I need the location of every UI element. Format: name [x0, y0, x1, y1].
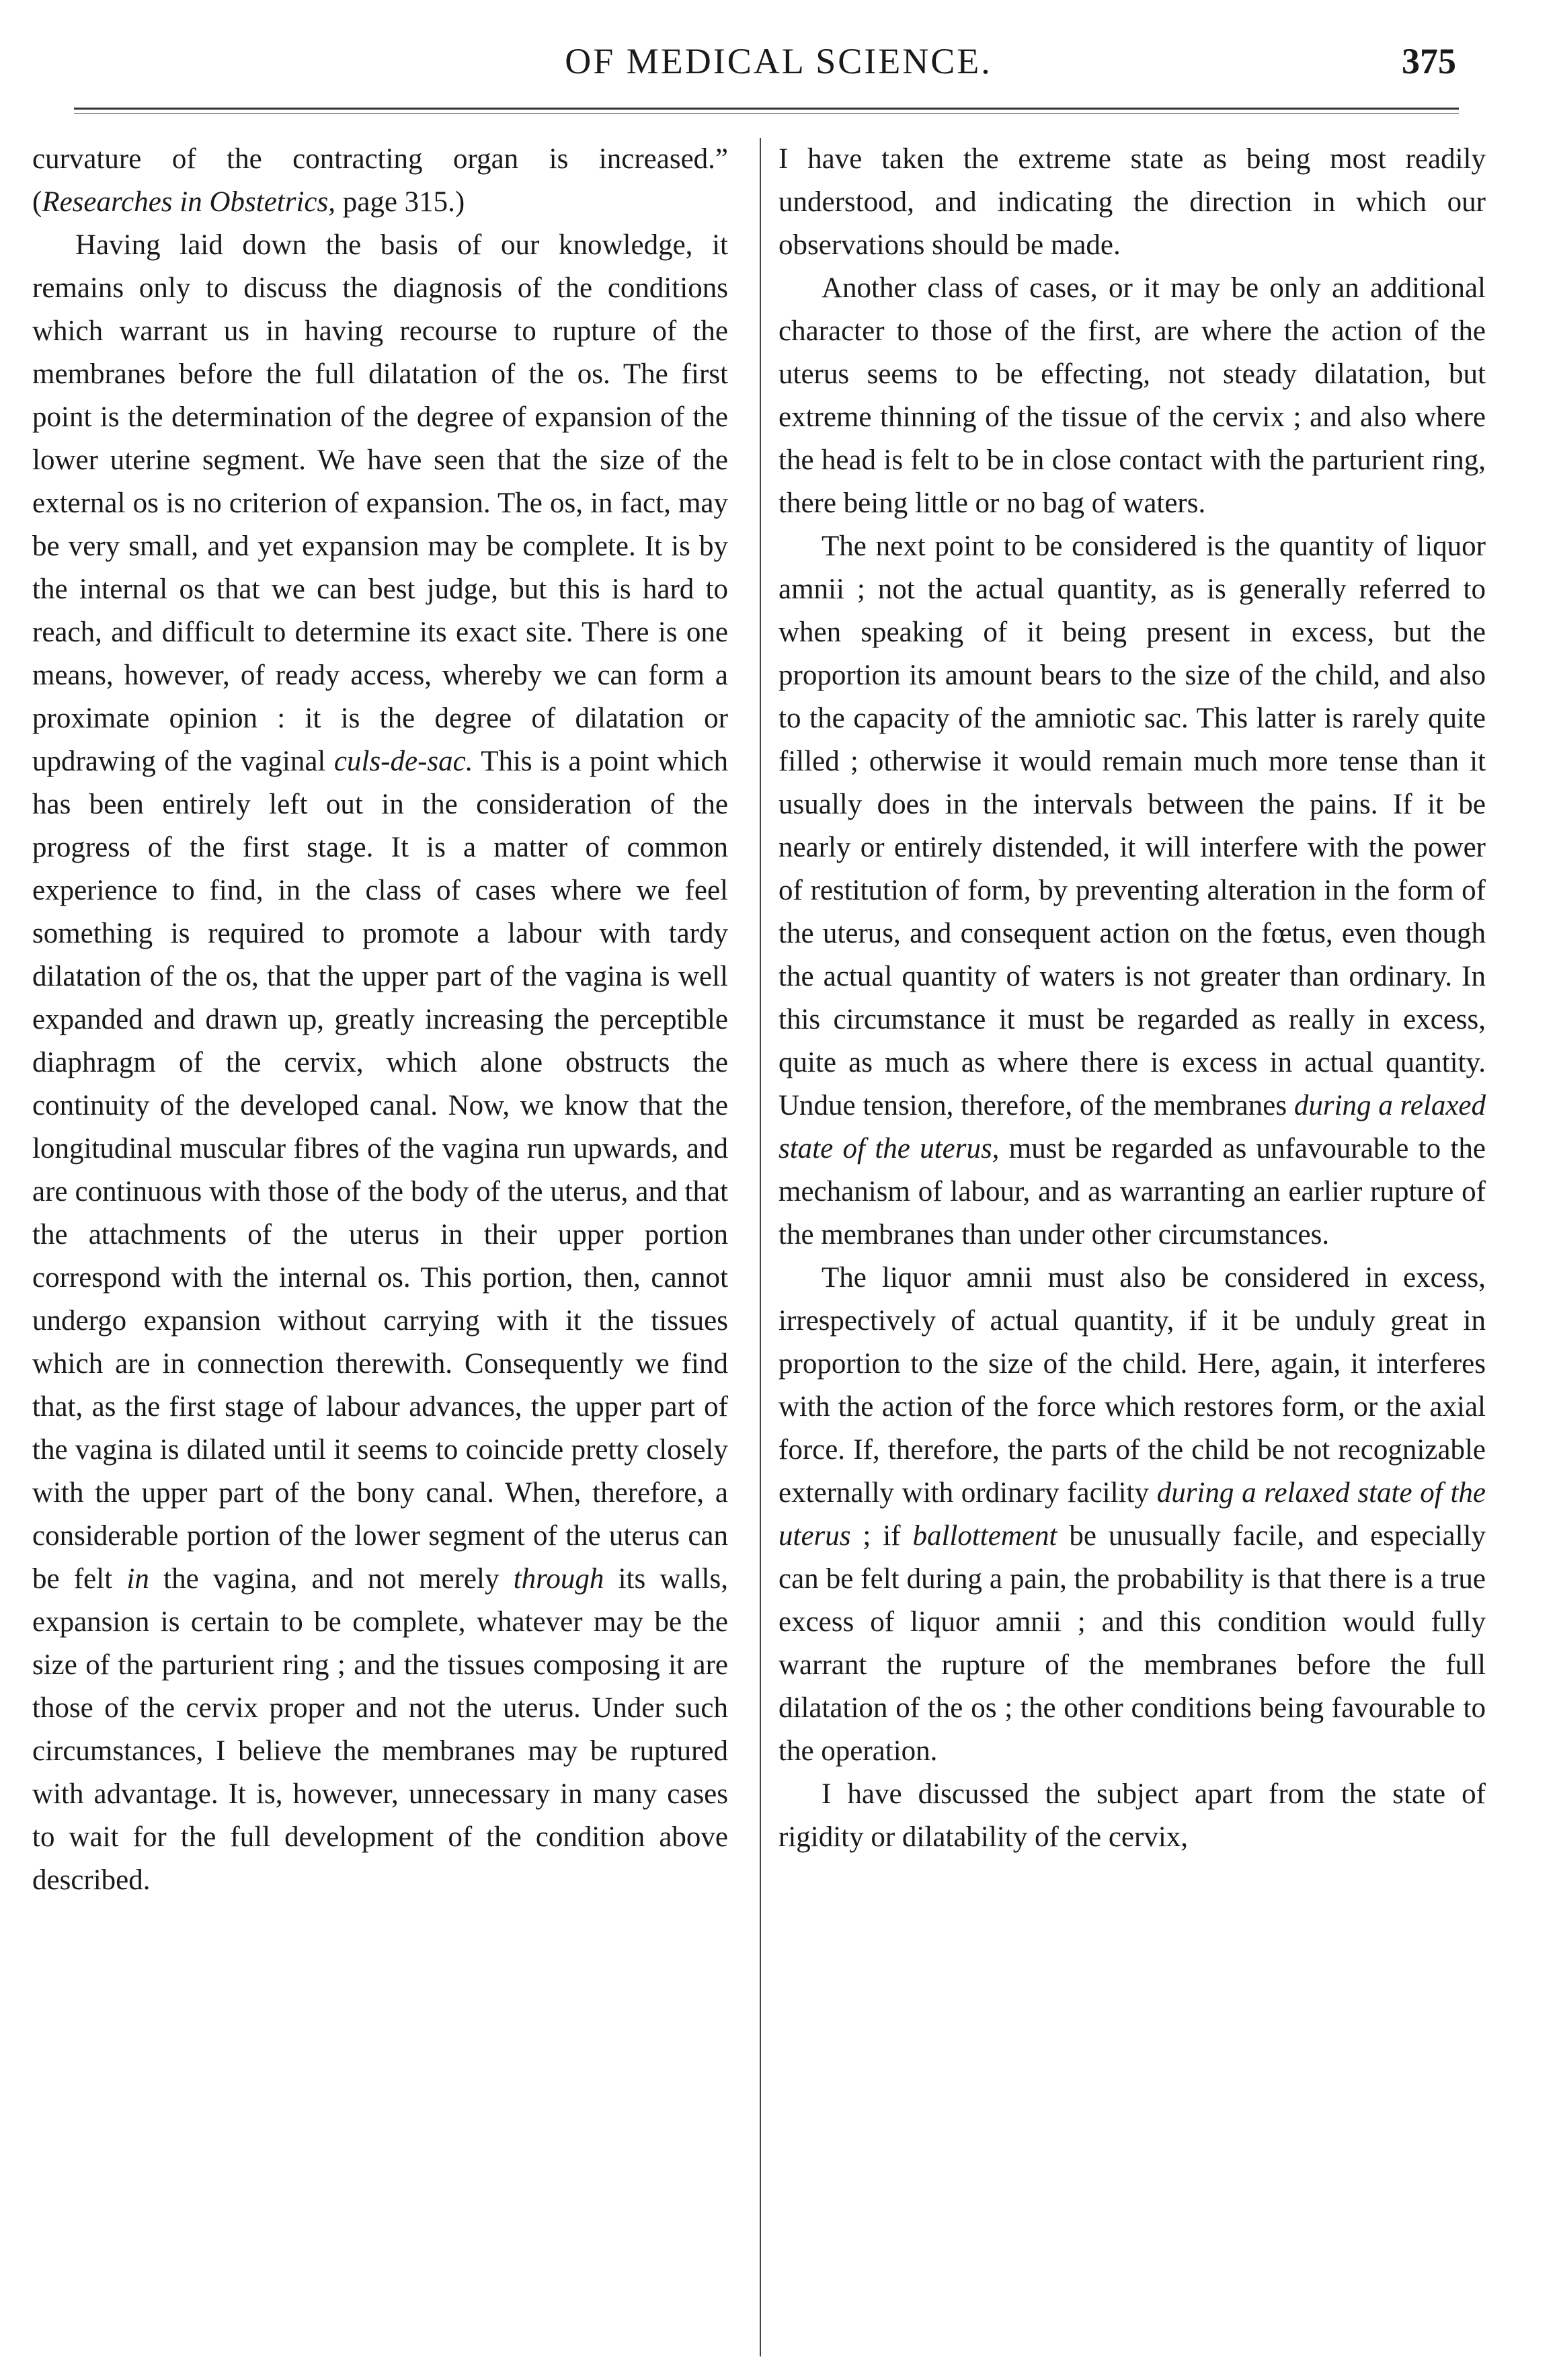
paragraph: curvature of the contracting organ is increased.” (Researches in Obstetrics, page 315.) — [32, 143, 728, 218]
emphasis: ballottement — [912, 1520, 1057, 1552]
paragraph: Having laid down the basis of our knowledge, it remains only to discuss the diagnosis of the conditions which warrant us in having recourse to rupture of the membranes before the full dilatation of the os. The first point is the determination of the degree of expansion of the lower uterine segment. We have seen that the size of the external os is no criterion of expansion. The os, in fact, may be very small, and yet expansion may be complete. It is by the internal os that we can best judge, but this is hard to reach, and difficult to determine its exact site. There is one means, however, of ready access, whereby we can form a proximate opinion : it is the degree of dilatation or updrawing of the vaginal culs-de-sac. This is a point which has been entirely left out in the consideration of the progress of the first stage. It is a matter of common experience to find, in the class of cases where we feel something is required to promote a labour with tardy dilatation of the os, that the upper part of the vagina is well expanded and drawn up, greatly increasing the perceptible diaphragm of the cervix, which alone obstructs the continuity of the developed canal. Now, we know that the longitudinal muscular fibres of the vagina run upwards, and are continuous with those of the body of the uterus, and that the attachments of the uterus in their upper portion correspond with the internal os. This portion, then, cannot undergo expansion without carrying with it the tissues which are in connection therewith. Consequently we find that, as the first stage of labour advances, the upper part of the vagina is dilated until it seems to coincide pretty closely with the upper part of the bony canal. When, therefore, a considerable portion of the lower segment of the uterus can be felt in the vagina, and not merely through its walls, expansion is certain to be complete, whatever may be the size of the parturient ring ; and the tissues composing it are those of the cervix proper and not the uterus. Under such circumstances, I believe the membranes may be ruptured with advantage. It is, however, unnecessary in many cases to wait for the full development of the condition above described. — [32, 229, 728, 1896]
running-title: OF MEDICAL SCIENCE. — [565, 41, 992, 81]
emphasis: in — [126, 1563, 149, 1595]
page-number: 375 — [1402, 41, 1456, 81]
page-header — [0, 40, 1557, 101]
left-column — [32, 138, 728, 1902]
paragraph: I have taken the extreme state as being most readily understood, and indicating the direction in which our observations should be made. — [778, 143, 1486, 261]
header-rule-thin — [74, 113, 1459, 114]
citation: Researches in Obstetrics, — [42, 186, 336, 218]
paragraph: I have discussed the subject apart from the state of rigidity or dilatability of the cervix, — [778, 1778, 1486, 1853]
emphasis: through — [513, 1563, 604, 1595]
column-divider — [760, 138, 761, 2356]
emphasis: culs-de-sac. — [333, 746, 473, 777]
right-column — [778, 138, 1486, 1859]
paragraph: The liquor amnii must also be considered in excess, irrespectively of actual quantity, if it be unduly great in proportion to the size of the child. Here, again, it interferes with the action of the force which restores form, or the axial force. If, therefore, the parts of the child be not recognizable externally with ordinary facility during a relaxed state of the uterus ; if ballottement be unusually facile, and especially can be felt during a pain, the probability is that there is a true excess of liquor amnii ; and this condition would fully warrant the rupture of the membranes before the full dilatation of the os ; the other conditions being favourable to the operation. — [778, 1262, 1486, 1767]
header-rule — [74, 108, 1459, 110]
paragraph: The next point to be considered is the quantity of liquor amnii ; not the actual quantity, as is generally referred to when speaking of it being present in excess, but the proportion its amount bears to the size of the child, and also to the capacity of the amniotic sac. This latter is rarely quite filled ; otherwise it would remain much more tense than it usually does in the intervals between the pains. If it be nearly or entirely distended, it will interfere with the power of restitution of form, by preventing alteration in the form of the uterus, and consequent action on the fœtus, even though the actual quantity of waters is not greater than ordinary. In this circumstance it must be regarded as really in excess, quite as much as where there is excess in actual quantity. Undue tension, therefore, of the membranes during a relaxed state of the uterus, must be regarded as unfavourable to the mechanism of labour, and as warranting an earlier rupture of the membranes than under other circumstances. — [778, 530, 1486, 1251]
paragraph: Another class of cases, or it may be only an additional character to those of the first, are where the action of the uterus seems to be effecting, not steady dilatation, but extreme thinning of the tissue of the cervix ; and also where the head is felt to be in close contact with the parturient ring, there being little or no bag of waters. — [778, 272, 1486, 519]
emphasis: during a relaxed state of the uterus — [778, 1477, 1486, 1552]
emphasis: during a relaxed state of the uterus, — [778, 1090, 1486, 1164]
